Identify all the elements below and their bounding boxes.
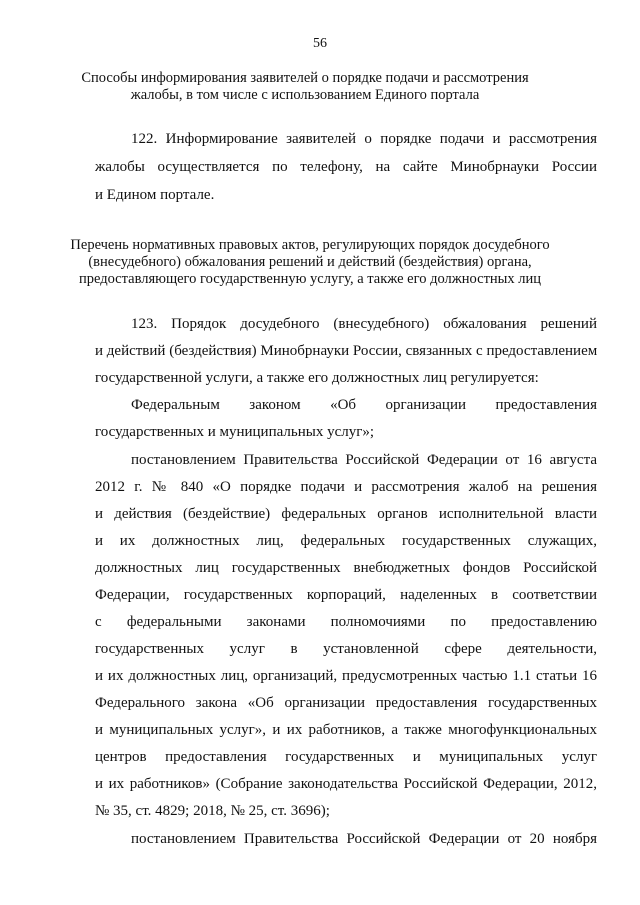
resolution-840-line: и их должностных лиц, федеральных государственных служащих,: [95, 533, 597, 549]
resolution-840-line: центров предоставления государственных и муниципальных услуг: [95, 749, 597, 765]
heading-line: Способы информирования заявителей о порядке подачи и рассмотрения: [81, 70, 529, 86]
heading-line: предоставляющего государственную услугу, а также его должностных лиц: [78, 271, 542, 287]
section-heading-legal-acts: [70, 237, 550, 288]
paragraph-123-line: и действий (бездействия) Минобрнауки России, связанных с предоставлением: [95, 343, 598, 359]
resolution-840-line: и их должностных лиц, организаций, предусмотренных частью 1.1 статьи 16: [95, 668, 597, 684]
heading-line: жалобы, в том числе с использованием Единого портала: [130, 87, 480, 103]
paragraph-122-line: жалобы осуществляется по телефону, на сайте Минобрнауки России: [95, 159, 597, 175]
paragraph-123-line: государственной услуги, а также его должностных лиц регулируется:: [95, 370, 539, 386]
resolution-840-line: с федеральными законами полномочиями по предоставлению: [95, 614, 597, 630]
resolution-840-line: и их работников» (Собрание законодательства Российской Федерации, 2012,: [95, 776, 597, 792]
resolution-840-line: должностных лиц государственных внебюджетных фондов Российской: [95, 560, 597, 576]
paragraph-123-line: 123. Порядок досудебного (внесудебного) обжалования решений: [131, 316, 597, 332]
resolution-840-line: № 35, ст. 4829; 2018, № 25, ст. 3696);: [95, 803, 330, 819]
resolution-840-line: постановлением Правительства Российской Федерации от 16 августа: [131, 452, 597, 468]
resolution-840-line: Федерации, государственных корпораций, наделенных в соответствии: [95, 587, 597, 603]
page-number: 56: [313, 36, 327, 51]
resolution-840-line: Федерального закона «Об организации предоставления государственных: [95, 695, 597, 711]
paragraph-122-line: и Едином портале.: [95, 187, 215, 203]
resolution-next-line: постановлением Правительства Российской Федерации от 20 ноября: [131, 831, 597, 847]
resolution-840-line: 2012 г. № 840 «О порядке подачи и рассмотрения жалоб на решения: [95, 479, 597, 495]
resolution-840-line: и действия (бездействие) федеральных органов исполнительной власти: [95, 506, 597, 522]
section-heading-informing: [80, 70, 530, 104]
resolution-840-line: государственных услуг в установленной сфере деятельности,: [95, 641, 597, 657]
paragraph-122-line: 122. Информирование заявителей о порядке подачи и рассмотрения: [131, 131, 597, 147]
federal-law-line: Федеральным законом «Об организации предоставления: [131, 397, 597, 413]
resolution-840-line: и муниципальных услуг», и их работников, а также многофункциональных: [95, 722, 597, 738]
heading-line: Перечень нормативных правовых актов, регулирующих порядок досудебного: [70, 237, 550, 253]
heading-line: (внесудебного) обжалования решений и действий (бездействия) органа,: [88, 254, 532, 270]
federal-law-line: государственных и муниципальных услуг»;: [95, 424, 375, 440]
